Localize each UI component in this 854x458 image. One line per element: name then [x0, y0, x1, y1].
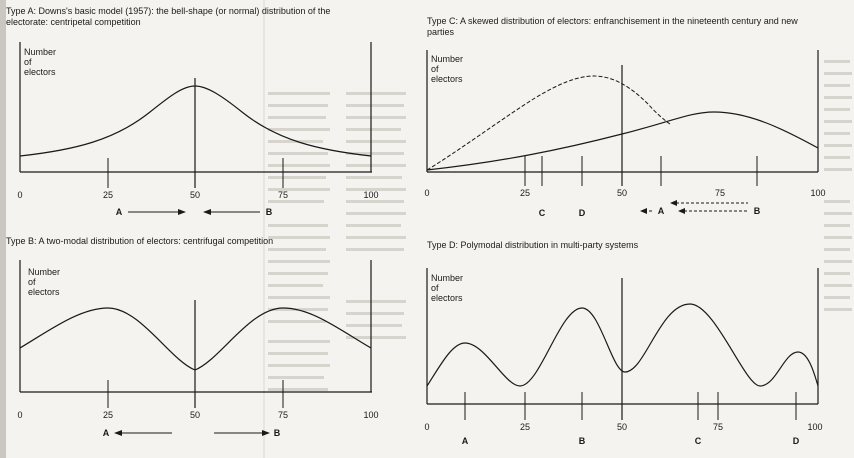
- panel-d-party-b: B: [578, 436, 586, 446]
- panel-a-tick-label-75: 75: [277, 190, 289, 200]
- panel-d-tick-label-25: 25: [519, 422, 531, 432]
- panel-c-party-c: C: [538, 208, 546, 218]
- panel-c-title: Type C: A skewed distribution of electors: enfranchisement in the nineteenth century and new parties: [427, 16, 798, 37]
- panel-d-tick-label-50: 50: [616, 422, 628, 432]
- panel-a-ylabel: Number of electors: [24, 47, 57, 77]
- panel-a-party-a: A: [115, 207, 123, 217]
- panel-d-ylabel: Number of electors: [431, 273, 464, 303]
- panel-a-title: Type A: Downs's basic model (1957): the bell-shape (or normal) distribution of the electorate: centripetal competition: [6, 6, 331, 27]
- panel-c-party-b: B: [753, 206, 761, 216]
- panel-c-tick-label-75: 75: [714, 188, 726, 198]
- panel-b-ylabel: Number of electors: [28, 267, 61, 297]
- panel-c-party-a: A: [657, 206, 665, 216]
- panel-a-tick-label-25: 25: [102, 190, 114, 200]
- panel-c-party-d: D: [578, 208, 586, 218]
- panel-d-tick-label-0: 0: [424, 422, 430, 432]
- panel-a-tick-label-0: 0: [17, 190, 23, 200]
- panel-d-tick-label-100: 100: [807, 422, 823, 432]
- panel-b-tick-label-50: 50: [189, 410, 201, 420]
- panel-d-party-d: D: [792, 436, 800, 446]
- panel-b-title: Type B: A two-modal distribution of electors: centrifugal competition: [6, 236, 274, 246]
- panel-d-title: Type D: Polymodal distribution in multi-party systems: [427, 240, 639, 250]
- panel-c-tick-label-25: 25: [519, 188, 531, 198]
- panel-b-tick-label-0: 0: [17, 410, 23, 420]
- panel-b-party-b: B: [273, 428, 281, 438]
- panel-d-party-a: A: [461, 436, 469, 446]
- panel-b-tick-label-25: 25: [102, 410, 114, 420]
- panel-c-tick-label-0: 0: [424, 188, 430, 198]
- panel-d-tick-label-75: 75: [712, 422, 724, 432]
- panel-a-party-b: B: [265, 207, 273, 217]
- panel-b-party-a: A: [102, 428, 110, 438]
- panel-c-tick-label-100: 100: [810, 188, 826, 198]
- panel-c-tick-label-50: 50: [616, 188, 628, 198]
- panel-c-ylabel: Number of electors: [431, 54, 464, 84]
- panel-b-tick-label-100: 100: [363, 410, 379, 420]
- panel-d-party-c: C: [694, 436, 702, 446]
- panel-b-tick-label-75: 75: [277, 410, 289, 420]
- panel-a-tick-label-50: 50: [189, 190, 201, 200]
- panel-a-tick-label-100: 100: [363, 190, 379, 200]
